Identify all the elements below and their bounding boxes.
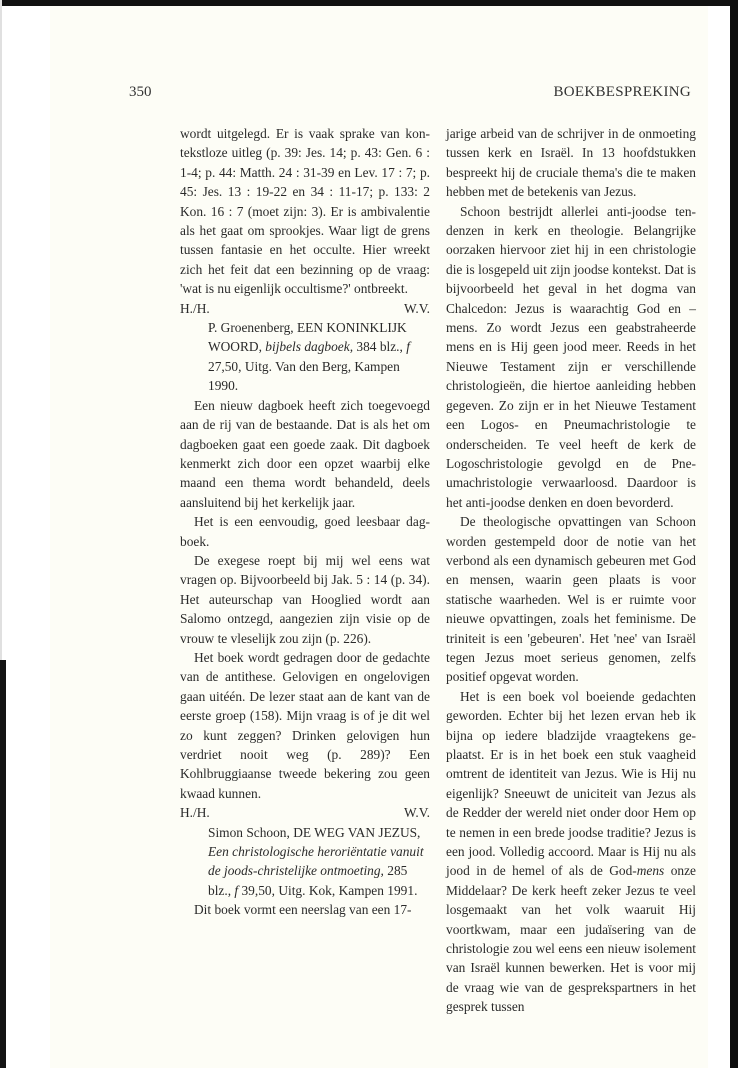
book-reference-groenenberg xyxy=(180,318,430,396)
ref-subtitle: bijbels dagboek, xyxy=(265,339,354,355)
paragraph-text: onze Middelaar? De kerk heeft zeker Jezus te veel losgemaakt van het volk waaruit Hij voortkwam, maar een judaïsering van de christologie zou wel eens een nieuw isolement van Israël kunnen bewerken. Het is voor mij de vraag wie van de gesprekspartners in het gesprek tussen xyxy=(446,863,696,1015)
review-continuation-paragraph: wordt uitgelegd. Er is vaak sprake van kontekstloze uitleg (p. 39: Jes. 14; p. 43: Gen. 6 : 1-4; p. 44: Matth. 24 : 31-39 en Lev. 17 : 7; p. 45: Jes. 13 : 19-22 en 34 : 11-17; p. 133: 2 Kon. 16 : 7 (moet zijn: 3). Er is ambivalentie als het gaat om sprookjes. Waar ligt de grens tussen fantasie en het occulte. Hier wreekt zich het feit dat een bezinning op de vraag: 'wat is nu eigenlijk occultisme?' ontbreekt. xyxy=(180,126,430,297)
signature-initials-left: H./H. xyxy=(180,300,210,316)
ref-text: P. Groenenberg, EEN KONINKLIJK WOORD, xyxy=(208,320,407,355)
review-paragraph: Een nieuw dagboek heeft zich toegevoegd aan de rij van de bestaande. Dat is als het om dagboeken gaat een goede zaak. Dit dagboek kenmerkt zich door een opzet waarbij elke maand een thema wordt behandeld, deels aansluitend bij het kerkelijk jaar. xyxy=(180,397,430,510)
review-paragraph: Dit boek vormt een neerslag van een 17- xyxy=(194,902,412,918)
signature-initials-left: H./H. xyxy=(180,805,210,821)
review-paragraph: De theologische opvattingen van Schoon worden gestempeld door de notie van het verbond als een dynamisch gebeuren met God en mensen, waarin geen plaats is voor statische waarheden. Wel is er ruimte voor nieuwe opvattingen, zoals het feminisme. De triniteit is een 'gebeuren'. Het 'nee' van Israël tegen Jezus moet serieus genomen, zelfs positief opgevat worden. xyxy=(446,514,696,685)
ref-florin-sign: f xyxy=(234,882,239,898)
page-header xyxy=(129,84,691,104)
ref-florin-sign: f xyxy=(406,339,410,355)
running-title: BOEKBESPREKING xyxy=(553,84,691,100)
scan-border-right xyxy=(730,0,738,1068)
review-paragraph xyxy=(446,687,696,1017)
review-paragraph: De exegese roept bij mij wel eens wat vragen op. Bijvoorbeeld bij Jak. 5 : 14 (p. 34). Het auteurschap van Hooglied wordt aan Salomo ontzegd, aangezien zijn visie op de vrouw te vleselijk zou zijn (p. 226). xyxy=(180,552,430,646)
review-paragraph: Het boek wordt gedragen door de gedachte van de antithese. Gelovigen en ongelovigen gaan uitéén. De lezer staat aan de kant van de eerste groep (158). Mijn vraag is of je dit wel zo kunt zeggen? Drinken gelovigen hun verdriet nooit weg (p. 289)? Een Kohlbruggiaanse tweede bekering zou geen kwaad kunnen. xyxy=(180,649,430,801)
left-column xyxy=(180,124,430,920)
ref-price-publisher: 39,50, Uitg. Kok, Kampen 1991. xyxy=(238,882,418,898)
ref-price-publisher: 27,50, Uitg. Van den Berg, Kampen 1990. xyxy=(208,358,400,394)
review-paragraph: Schoon bestrijdt allerlei anti-joodse tendenzen in kerk en theologie. Belangrijke oorzaken hiervoor ziet hij in een christologie die is losgepeld uit zijn joodse kontekst. Dat is bijvoorbeeld het geval in het dogma van Chalcedon: Jezus is waarachtig God en – mens. Zo wordt Jezus een geabstraheerde mens en is Hij geen jood meer. Reeds in het Nieuwe Testament zijn er verschillende christologieën, die hiertoe aanleiding hebben gegeven. Zo zijn er in het Nieuwe Testament een Logos- en Pneumachristologie te onderscheiden. Te veel heeft de kerk de Logoschristologie gevolgd en de Pneumachristologie verwaarloosd. Daardoor is het anti-joodse denken en doen bevorderd. xyxy=(446,203,696,510)
book-spine-shadow xyxy=(0,660,6,1068)
review-paragraph: jarige arbeid van de schrijver in de onmoeting tussen kerk en Israël. In 13 hoofdstukken bespreekt hij de cruciale thema's die te maken hebben met de betekenis van Jezus. xyxy=(446,126,696,200)
paragraph-text: Het is een boek vol boeiende gedachten geworden. Echter bij het lezen ervan heb ik bijna op iedere bladzijde vraagtekens geplaatst. Er is in het boek een stuk vaagheid omtrent de identiteit van Jezus. Wie is Hij nu eigenlijk? Sneeuwt de uniciteit van Jezus als de Redder der wereld niet onder door Hem op te nemen in een brede joodse traditie? Jezus is een jood. Volledig accoord. Maar is Hij nu als jood in de hemel of als de God- xyxy=(446,688,696,879)
book-reference-schoon xyxy=(180,823,430,901)
ref-pages: 285 blz., xyxy=(208,863,408,898)
page-number: 350 xyxy=(129,84,152,100)
signature-initials-right: W.V. xyxy=(403,300,430,316)
ref-subtitle: Een christologische heroriëntatie vanuit de joods-christelijke ontmoeting, xyxy=(208,844,424,879)
review-signature-1 xyxy=(180,299,430,318)
ref-text: Simon Schoon, DE WEG VAN JEZUS, xyxy=(208,824,421,840)
review-signature-2 xyxy=(180,803,430,822)
right-column xyxy=(446,124,696,1017)
review-paragraph: Het is een eenvoudig, goed leesbaar dagboek. xyxy=(180,514,430,549)
book-page xyxy=(50,6,708,1068)
signature-initials-right: W.V. xyxy=(403,805,430,821)
emphasized-word: mens xyxy=(636,863,665,879)
ref-pages: 384 blz., xyxy=(353,339,407,355)
